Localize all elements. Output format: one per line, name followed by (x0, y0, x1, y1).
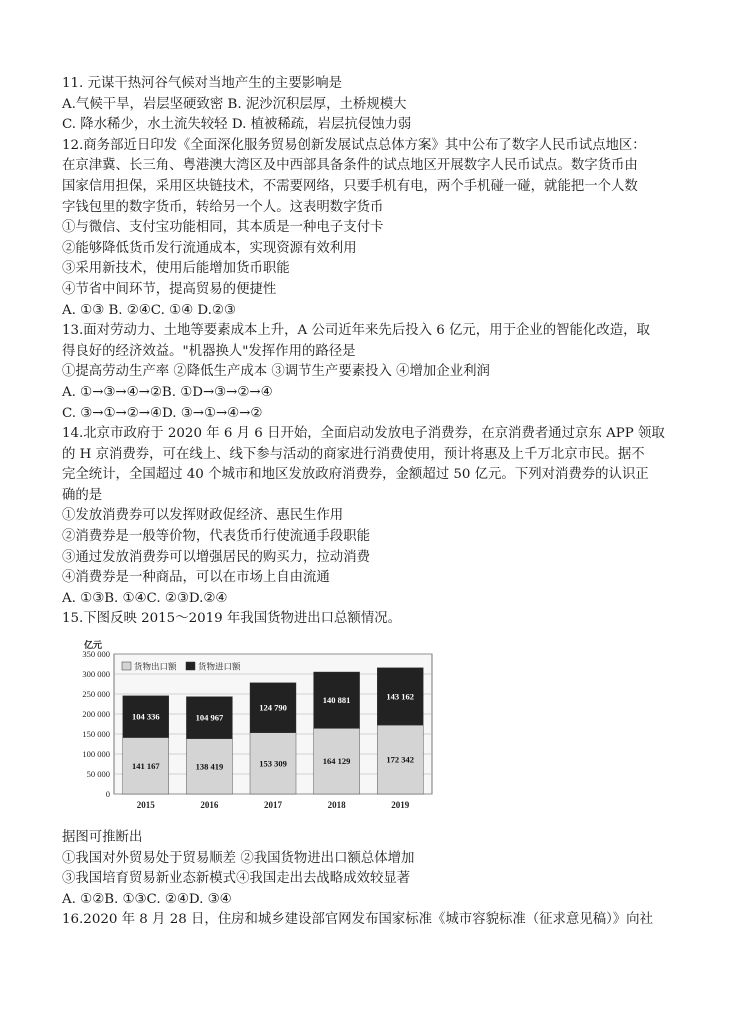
q11-options-cd: C. 降水稀少，水土流失较轻 D. 植被稀疏，岩层抗侵蚀力弱 (62, 117, 412, 133)
q12-stem-line: 12.商务部近日印发《全面深化服务贸易创新发展试点总体方案》其中公布了数字人民币试点地区： (62, 137, 646, 153)
q14-stem-line: 确的是 (62, 487, 103, 503)
data-label: 153 309 (259, 758, 287, 769)
data-label: 164 129 (322, 756, 351, 767)
data-label: 140 881 (322, 695, 351, 706)
data-label: 141 167 (131, 760, 160, 771)
q15-after: 据图可推断出 (62, 830, 143, 846)
data-label: 143 162 (386, 691, 415, 702)
q14-item: ①发放消费券可以发挥财政促经济、惠民生作用 (62, 508, 344, 524)
q14-item: ②消费券是一般等价物，代表货币行使流通手段职能 (62, 529, 370, 545)
y-tick-label: 150 000 (82, 729, 110, 740)
x-tick-label: 2016 (200, 800, 219, 811)
exam-page (62, 74, 682, 931)
trade-chart (62, 638, 442, 818)
q12-item: ③采用新技术，使用后能增加货币职能 (62, 261, 290, 277)
data-label: 104 336 (131, 711, 160, 722)
q14-options: A. ①③B. ①④C. ②③D.②④ (62, 590, 228, 606)
q12-stem-line: 字钱包里的数字货币，转给另一个人。这表明数字货币 (62, 199, 384, 215)
q12-options: A. ①③ B. ②④C. ①④ D.②③ (62, 302, 236, 318)
q12-item: ④节省中间环节，提高贸易的便捷性 (62, 281, 277, 297)
q13-options-cd: C. ③→①→②→④D. ③→①→④→② (62, 405, 263, 421)
legend-label: 货物出口额 (134, 661, 177, 672)
y-tick-label: 350 000 (82, 649, 110, 660)
data-label: 104 967 (195, 712, 224, 723)
q12-item: ①与微信、支付宝功能相同，其本质是一种电子支付卡 (62, 220, 384, 236)
x-tick-label: 2017 (264, 800, 282, 811)
y-unit-label: 亿元 (83, 640, 102, 651)
y-tick-label: 200 000 (82, 709, 110, 720)
q15-item: ①我国对外贸易处于贸易顺差 ②我国货物进出口额总体增加 (62, 850, 415, 866)
legend-swatch (122, 662, 131, 670)
legend-label: 货物进口额 (198, 661, 241, 672)
x-tick-label: 2018 (327, 800, 346, 811)
x-tick-label: 2015 (136, 800, 155, 811)
y-tick-label: 50 000 (86, 769, 110, 780)
q12-item: ②能够降低货币发行流通成本，实现资源有效利用 (62, 240, 357, 256)
q11-options-ab: A.气候干旱，岩层坚硬致密 B. 泥沙沉积层厚，土桥规模大 (62, 96, 407, 112)
data-label: 124 790 (259, 702, 287, 713)
legend-swatch (186, 662, 195, 670)
y-tick-label: 0 (105, 789, 110, 800)
y-tick-label: 100 000 (82, 749, 110, 760)
q15-options: A. ①②B. ①③C. ②④D. ③④ (62, 891, 232, 907)
q12-stem-line: 国家信用担保，采用区块链技术，不需要网络，只要手机有电，两个手机碰一碰，就能把一个人数 (62, 178, 638, 194)
q14-stem-line: 14.北京市政府于 2020 年 6 月 6 日开始，全面启动发放电子消费券，在京消费者通过京东 APP 领取 (62, 426, 665, 442)
q12-stem-line: 在京津冀、长三角、粤港澳大湾区及中西部具备条件的试点地区开展数字人民币试点。数字货币由 (62, 158, 638, 174)
q14-item: ④消费券是一种商品，可以在市场上自由流通 (62, 570, 330, 586)
q11-stem: 11. 元谋干热河谷气候对当地产生的主要影响是 (62, 76, 342, 91)
y-tick-label: 300 000 (82, 669, 110, 680)
q14-stem-line: 完全统计，全国超过 40 个城市和地区发放政府消费券，金额超过 50 亿元。下列对消费券的认识正 (62, 467, 649, 483)
q15-item: ③我国培育贸易新业态新模式④我国走出去战略成效较显著 (62, 871, 411, 887)
trade-bar-chart (62, 638, 442, 818)
x-tick-label: 2019 (391, 800, 410, 811)
data-label: 138 419 (195, 761, 224, 772)
q13-stem-line: 13.面对劳动力、土地等要素成本上升，A 公司近年来先后投入 6 亿元，用于企业的智能化改造，取 (62, 323, 650, 339)
q14-stem-line: 的 H 京消费券，可在线上、线下参与活动的商家进行消费使用，预计将惠及上千万北京市民。据不 (62, 446, 645, 462)
q16-stem: 16.2020 年 8 月 28 日，住房和城乡建设部官网发布国家标准《城市容貌标准（征求意见稿）》向社 (62, 912, 653, 928)
q13-items: ①提高劳动生产率 ②降低生产成本 ③调节生产要素投入 ④增加企业利润 (62, 364, 490, 380)
q15-stem: 15.下图反映 2015～2019 年我国货物进出口总额情况。 (62, 611, 401, 627)
data-label: 172 342 (386, 754, 415, 765)
q13-stem-line: 得良好的经济效益。"机器换人"发挥作用的路径是 (62, 343, 356, 359)
q13-options-ab: A. ①→③→④→②B. ①D→③→②→④ (62, 384, 273, 400)
y-tick-label: 250 000 (82, 689, 110, 700)
q14-item: ③通过发放消费券可以增强居民的购买力，拉动消费 (62, 549, 370, 565)
